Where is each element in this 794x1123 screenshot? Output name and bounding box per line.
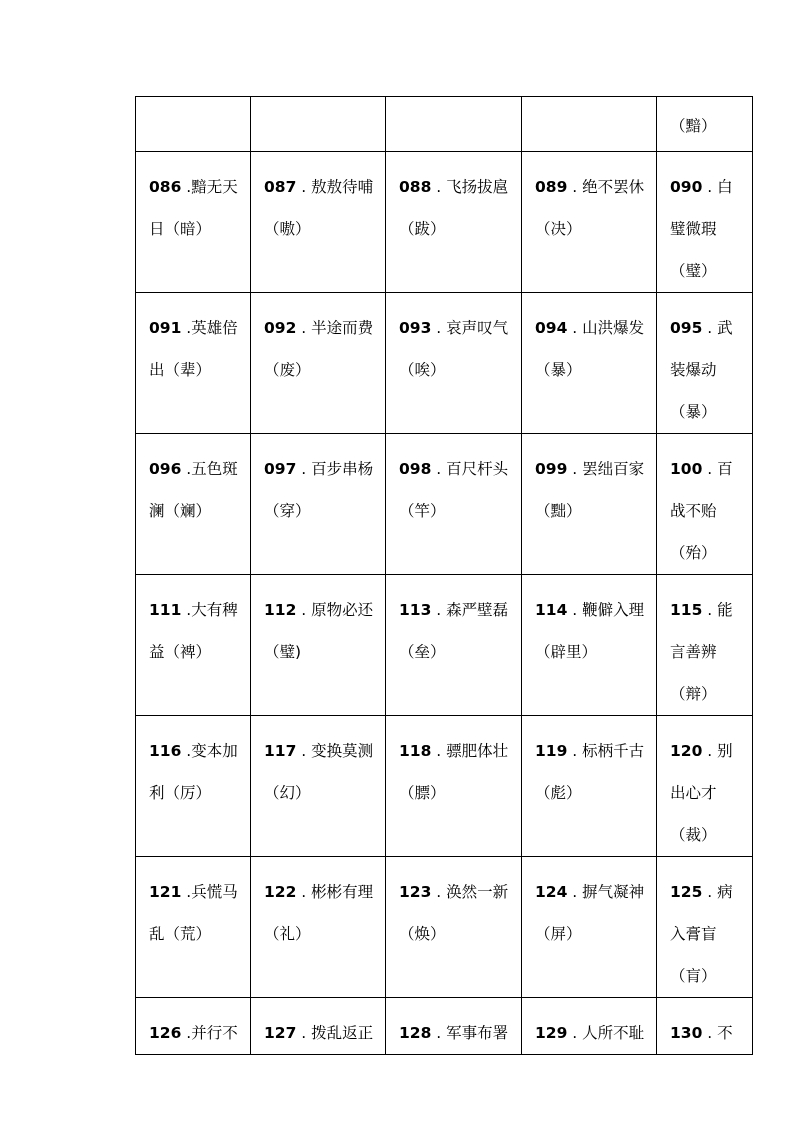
entry-number: 088 — [399, 178, 432, 196]
table-cell — [522, 575, 657, 716]
entry-number: 119 — [535, 742, 568, 760]
table-cell — [136, 97, 251, 152]
entry-number: 121 — [149, 883, 182, 901]
entry-number: 112 — [264, 601, 297, 619]
entry-text: . 森严壁磊（垒） — [399, 601, 509, 661]
table-cell — [522, 716, 657, 857]
entry-text: （黯） — [670, 117, 717, 135]
table-cell — [657, 152, 753, 293]
table-cell — [386, 716, 522, 857]
entry-number: 118 — [399, 742, 432, 760]
table-cell — [386, 97, 522, 152]
table-row — [136, 998, 753, 1055]
entry-text: . 飞扬拔扈（跋） — [399, 178, 509, 238]
table-cell — [386, 998, 522, 1055]
table-cell — [522, 998, 657, 1055]
entry-text: .并行不 — [181, 1024, 238, 1042]
entry-text: . 标柄千古（彪） — [535, 742, 645, 802]
entry-number: 090 — [670, 178, 703, 196]
entry-text: . 白璧微瑕（璧） — [670, 178, 733, 280]
entry-number: 125 — [670, 883, 703, 901]
entry-number: 130 — [670, 1024, 703, 1042]
entry-text: .五色斑澜（斓） — [149, 460, 238, 520]
entry-number: 128 — [399, 1024, 432, 1042]
entry-number: 126 — [149, 1024, 182, 1042]
table-cell — [657, 97, 753, 152]
entry-number: 111 — [149, 601, 182, 619]
entry-text: .英雄倍出（辈） — [149, 319, 238, 379]
entry-number: 113 — [399, 601, 432, 619]
entry-number: 096 — [149, 460, 182, 478]
entry-text: .大有稗益（裨） — [149, 601, 238, 661]
table-cell — [136, 434, 251, 575]
entry-text: . 鞭僻入理（辟里） — [535, 601, 645, 661]
table-row — [136, 293, 753, 434]
entry-number: 115 — [670, 601, 703, 619]
entry-number: 091 — [149, 319, 182, 337]
entry-text: . 军事布署 — [431, 1024, 509, 1042]
entry-text: . 骠肥体壮（膘） — [399, 742, 509, 802]
entry-number: 087 — [264, 178, 297, 196]
table-cell — [386, 857, 522, 998]
table-cell — [522, 857, 657, 998]
entry-text: . 彬彬有理（礼） — [264, 883, 374, 943]
entry-number: 122 — [264, 883, 297, 901]
entry-text: . 百战不贻（殆） — [670, 460, 733, 562]
entry-number: 129 — [535, 1024, 568, 1042]
table-cell — [136, 293, 251, 434]
entry-number: 086 — [149, 178, 182, 196]
entry-number: 100 — [670, 460, 703, 478]
entry-number: 123 — [399, 883, 432, 901]
entry-text: . 摒气凝神（屏） — [535, 883, 645, 943]
entry-text: .兵慌马乱（荒） — [149, 883, 238, 943]
table-cell — [657, 857, 753, 998]
table-cell — [522, 152, 657, 293]
entry-number: 094 — [535, 319, 568, 337]
table-cell — [386, 152, 522, 293]
entry-text: . 罢绌百家（黜） — [535, 460, 645, 520]
entry-text: . 百步串杨（穿） — [264, 460, 374, 520]
entry-text: . 不 — [702, 1024, 733, 1042]
table-row — [136, 152, 753, 293]
entry-number: 114 — [535, 601, 568, 619]
table-cell — [136, 575, 251, 716]
table-cell — [386, 575, 522, 716]
entry-number: 093 — [399, 319, 432, 337]
entry-text: . 山洪爆发（暴） — [535, 319, 645, 379]
entry-number: 127 — [264, 1024, 297, 1042]
table-cell — [522, 293, 657, 434]
table-cell — [136, 716, 251, 857]
entry-text: . 涣然一新（焕） — [399, 883, 509, 943]
table-row — [136, 575, 753, 716]
entry-text: . 变换莫测（幻） — [264, 742, 374, 802]
entry-number: 116 — [149, 742, 182, 760]
table-cell — [251, 434, 386, 575]
table-row — [136, 97, 753, 152]
table-cell — [251, 857, 386, 998]
entry-number: 124 — [535, 883, 568, 901]
table-cell — [251, 152, 386, 293]
entry-text: . 拨乱返正 — [296, 1024, 374, 1042]
table-cell — [522, 434, 657, 575]
entry-number: 099 — [535, 460, 568, 478]
table-cell — [657, 998, 753, 1055]
entry-text: . 病入膏盲（肓） — [670, 883, 733, 985]
entry-number: 098 — [399, 460, 432, 478]
entry-number: 097 — [264, 460, 297, 478]
table-cell — [251, 97, 386, 152]
table-cell — [136, 998, 251, 1055]
entry-text: . 敖敖待哺（嗷） — [264, 178, 374, 238]
entry-number: 120 — [670, 742, 703, 760]
entry-text: . 半途而费（废） — [264, 319, 374, 379]
table-cell — [136, 152, 251, 293]
table-cell — [386, 434, 522, 575]
table-cell — [251, 998, 386, 1055]
table-cell — [251, 293, 386, 434]
table-cell — [657, 293, 753, 434]
entry-text: . 人所不耻 — [567, 1024, 645, 1042]
entry-number: 095 — [670, 319, 703, 337]
table-cell — [386, 293, 522, 434]
table-row — [136, 716, 753, 857]
entry-number: 089 — [535, 178, 568, 196]
entry-text: .变本加利（厉） — [149, 742, 238, 802]
table-cell — [657, 716, 753, 857]
entry-text: . 别出心才（裁） — [670, 742, 733, 844]
table-cell — [522, 97, 657, 152]
entry-text: . 哀声叹气（唉） — [399, 319, 509, 379]
idiom-table — [135, 96, 753, 1055]
entry-text: . 武装爆动（暴） — [670, 319, 733, 421]
table-cell — [657, 575, 753, 716]
entry-text: . 能言善辨（辩） — [670, 601, 733, 703]
entry-text: .黯无天日（暗） — [149, 178, 238, 238]
entry-text: . 原物必还（璧) — [264, 601, 374, 661]
entry-text: . 百尺杆头（竿） — [399, 460, 509, 520]
table-row — [136, 434, 753, 575]
table-cell — [657, 434, 753, 575]
entry-number: 117 — [264, 742, 297, 760]
table-row — [136, 857, 753, 998]
entry-text: . 绝不罢休（决） — [535, 178, 645, 238]
table-cell — [251, 716, 386, 857]
table-cell — [251, 575, 386, 716]
entry-number: 092 — [264, 319, 297, 337]
table-cell — [136, 857, 251, 998]
